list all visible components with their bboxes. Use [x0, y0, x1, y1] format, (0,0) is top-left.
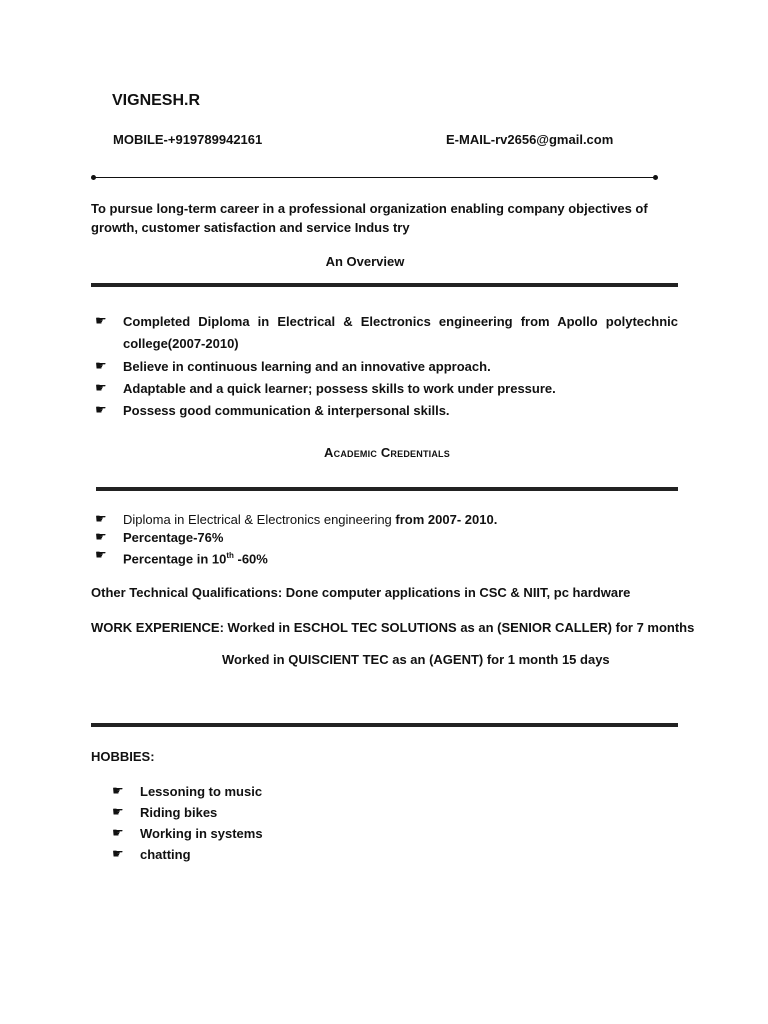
hobby-text: Working in systems: [140, 826, 263, 841]
overview-item-text: Possess good communication & interpersonal skills.: [123, 403, 450, 418]
list-item: [95, 311, 678, 355]
hobbies-title: HOBBIES:: [91, 749, 155, 764]
divider-dot-right: [653, 175, 658, 180]
pointing-hand-icon: ☛: [95, 548, 107, 563]
list-item: [112, 802, 512, 823]
overview-item-text: Adaptable and a quick learner; possess skills to work under pressure.: [123, 381, 556, 396]
pointing-hand-icon: ☛: [95, 512, 107, 527]
pointing-hand-icon: ☛: [95, 381, 107, 396]
mobile-number: MOBILE-+919789942161: [113, 132, 263, 147]
email-address: E-MAIL-rv2656@gmail.com: [446, 132, 614, 147]
diploma-percentage: Percentage-76%: [123, 530, 224, 545]
tenth-superscript: th: [226, 551, 234, 560]
academic-title: Academic Credentials: [324, 445, 450, 460]
list-item: [112, 844, 512, 865]
overview-rule: [91, 283, 678, 287]
candidate-name: VIGNESH.R: [112, 92, 201, 109]
pointing-hand-icon: ☛: [95, 403, 107, 418]
list-item: [95, 378, 678, 400]
hobby-text: Lessoning to music: [140, 784, 263, 799]
academic-list: [95, 511, 678, 568]
work-experience-line-2: Worked in QUISCIENT TEC as an (AGENT) for 1 month 15 days: [222, 652, 610, 667]
list-item: [95, 529, 678, 547]
list-item: [95, 356, 678, 378]
list-item: [112, 823, 512, 844]
hobby-text: chatting: [140, 847, 191, 862]
pointing-hand-icon: ☛: [95, 314, 107, 329]
hobbies-list: [112, 781, 512, 865]
list-item: [95, 511, 678, 529]
diploma-text: Diploma in Electrical & Electronics engineering: [123, 512, 392, 527]
list-item: [95, 547, 678, 568]
pointing-hand-icon: ☛: [112, 805, 124, 820]
hobby-text: Riding bikes: [140, 805, 218, 820]
overview-title: An Overview: [325, 254, 405, 269]
pointing-hand-icon: ☛: [112, 847, 124, 862]
list-item: [95, 400, 678, 422]
overview-item-text: Believe in continuous learning and an innovative approach.: [123, 359, 491, 374]
pointing-hand-icon: ☛: [95, 530, 107, 545]
overview-item-text: Completed Diploma in Electrical & Electronics engineering from Apollo polytechnic college(2007-2010): [123, 314, 678, 351]
career-objective: To pursue long-term career in a professional organization enabling company objectives of growth, customer satisfaction and service Indus try: [91, 201, 648, 235]
list-item: [112, 781, 512, 802]
tenth-percentage-value: -60%: [233, 551, 268, 567]
hobbies-rule: [91, 723, 678, 727]
tenth-percentage-prefix: Percentage in 10: [123, 551, 227, 567]
pointing-hand-icon: ☛: [112, 784, 124, 799]
academic-rule: [96, 487, 678, 491]
header-divider: [93, 177, 656, 178]
other-technical-qualifications: Other Technical Qualifications: Done computer applications in CSC & NIIT, pc hardware: [91, 585, 631, 600]
work-experience-line-1: WORK EXPERIENCE: Worked in ESCHOL TEC SOLUTIONS as an (SENIOR CALLER) for 7 months: [91, 620, 695, 635]
diploma-years: from 2007- 2010.: [395, 512, 498, 527]
pointing-hand-icon: ☛: [112, 826, 124, 841]
overview-list: [95, 311, 678, 422]
pointing-hand-icon: ☛: [95, 359, 107, 374]
